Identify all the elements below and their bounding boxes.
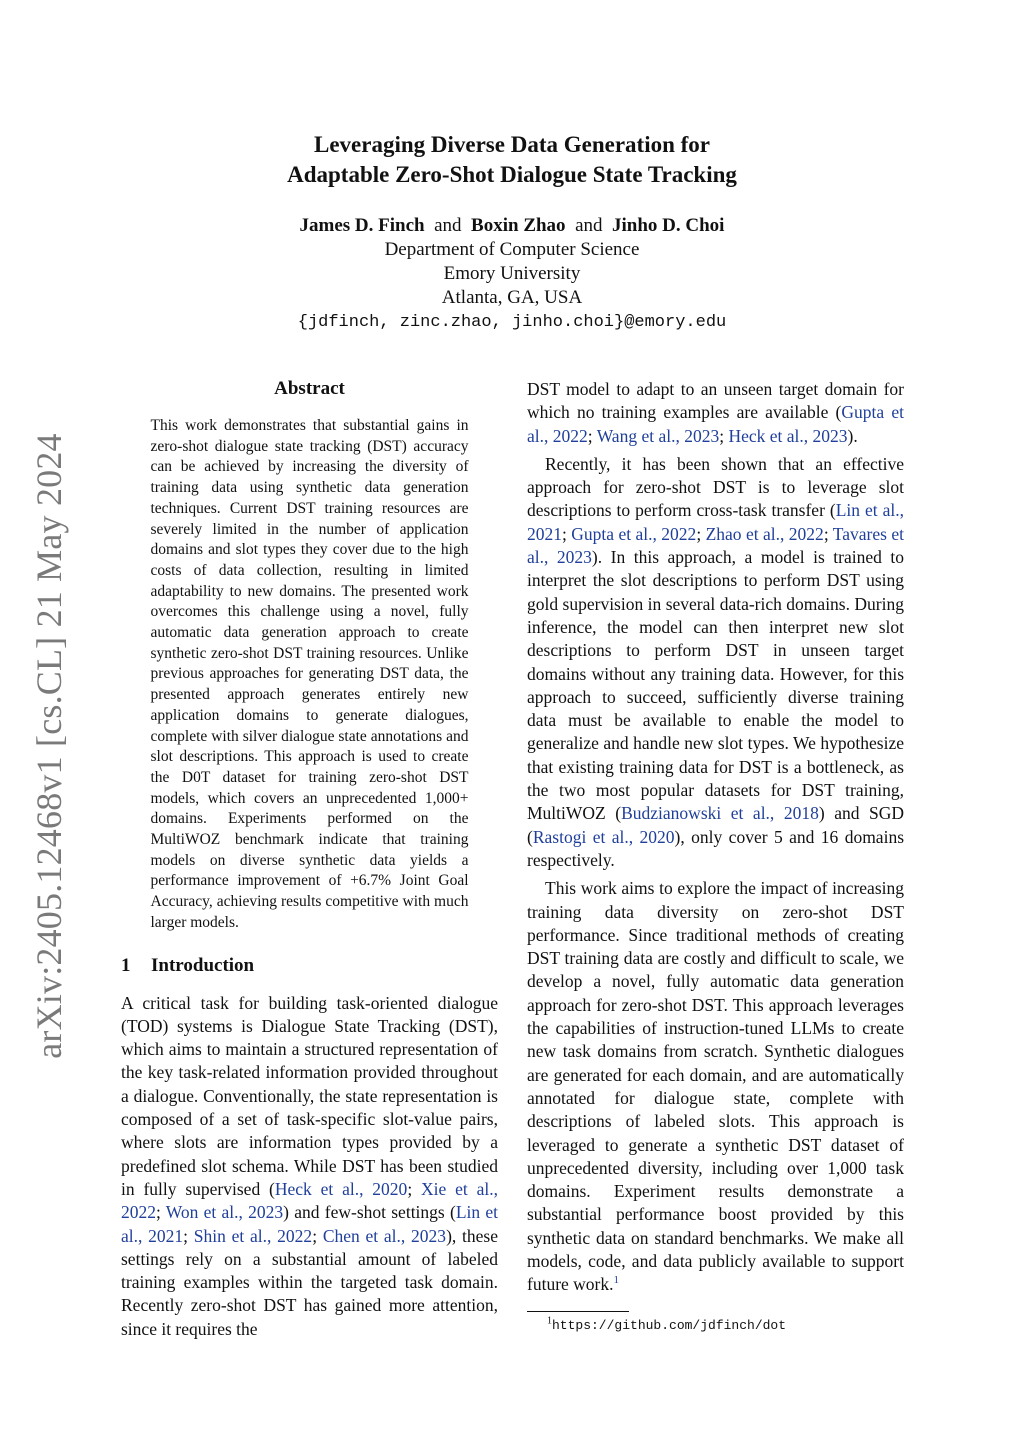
- footnote-divider: [527, 1311, 629, 1312]
- footnote-marker[interactable]: 1: [613, 1274, 620, 1287]
- right-column: [527, 378, 904, 1335]
- citation-link[interactable]: Shin et al., 2022: [193, 1225, 313, 1246]
- text-run: ). In this approach, a model is trained to interpret the slot descriptions to perform DST using gold supervision in several data-rich domains. During inference, the model can then interpret new slot descriptions to perform DST in unseen target domains without any training data. However, for this approach to succeed, sufficiently diverse training data must be available to enable the model to generalize and handle new slot types. We hypothesize that existing training data for DST is a bottleneck, as the two most popular datasets for DST training, MultiWOZ (: [527, 547, 904, 824]
- affiliation-department: Department of Computer Science: [384, 239, 640, 260]
- citation-link[interactable]: Lin et al., 2021: [527, 500, 904, 544]
- author-2: Boxin Zhao: [471, 215, 566, 236]
- text-run: Recently, it has been shown that an effective approach for zero-shot DST is to leverage slot descriptions to perform cross-task transfer (: [527, 453, 904, 521]
- text-run: DST model to adapt to an unseen target domain for which no training examples are available (: [527, 379, 904, 423]
- paper-title: [0, 130, 1024, 190]
- citation-link[interactable]: Chen et al., 2023: [322, 1225, 447, 1246]
- author-list: [0, 214, 1024, 238]
- section-number: 1: [121, 954, 131, 976]
- text-run: ) and SGD (: [527, 803, 905, 847]
- affiliation-city: Atlanta, GA, USA: [441, 287, 583, 308]
- author-1: James D. Finch: [299, 215, 425, 236]
- citation-link[interactable]: Lin et al., 2021: [121, 1202, 498, 1246]
- citation-link[interactable]: Heck et al., 2020: [274, 1178, 408, 1199]
- citation-link[interactable]: Gupta et al., 2022: [571, 523, 697, 544]
- abstract-heading: Abstract: [274, 378, 345, 399]
- title-line-2: Adaptable Zero-Shot Dialogue State Tracking: [287, 162, 737, 187]
- citation-link[interactable]: Won et al., 2023: [165, 1202, 284, 1223]
- text-run: This work aims to explore the impact of increasing training data diversity on zero-shot DST performance. Since traditional methods of creating DST training data are costly and difficult to scale, we develop a novel, fully automatic data generation approach for zero-shot DST. This approach leverages the capabilities of instruction-tuned LLMs to create new task domains from scratch. Synthetic dialogues are generated for each domain, and are automatically annotated for dialogue state, complete with descriptions of labeled slots. This approach is leveraged to generate a synthetic DST dataset of unprecedented diversity, including over 1,000 task domains. Experiment results demonstrate a substantial performance boost provided by this synthetic data on standard benchmarks. We make all models, code, and data publicly available to support future work.: [527, 878, 904, 1295]
- citation-link[interactable]: Wang et al., 2023: [596, 425, 720, 446]
- text-run: A critical task for building task-oriented dialogue (TOD) systems is Dialogue State Tracking (DST), which aims to maintain a structured representation of the key task-related information provided throughout a dialogue. Conventionally, the state representation is composed of a set of task-specific slot-value pairs, where slots are information types provided by a predefined slot schema. While DST has been studied in fully supervised (: [121, 992, 498, 1199]
- intro-paragraph-2: Recently, it has been shown that an effective approach for zero-shot DST is to leverage slot descriptions to perform cross-task transfer (Lin et al., 2021; Gupta et al., 2022; Zhao et al., 2022; Tavares et al., 2023). In this approach, a model is trained to interpret the slot descriptions to perform DST using gold supervision in several data-rich domains. During inference, the model can then interpret new slot descriptions to perform DST in unseen target domains without any training data. However, for this approach to succeed, sufficiently diverse training data must be available to enable the model to generalize and handle new slot types. We hypothesize that existing training data for DST is a bottleneck, as the two most popular datasets for DST training, MultiWOZ (Budzianowski et al., 2018) and SGD (Rastogi et al., 2020), only cover 5 and 16 domains respectively.: [527, 453, 905, 870]
- arxiv-identifier: [29, 433, 69, 1059]
- text-run: ), these settings rely on a substantial amount of labeled training examples within the targeted task domain. Recently zero-shot DST has gained more attention, since it requires the: [121, 1225, 498, 1339]
- intro-paragraph-1-continued: DST model to adapt to an unseen target domain for which no training examples are available (Gupta et al., 2022; Wang et al., 2023; Heck et al., 2023).: [527, 379, 904, 446]
- abstract-text: This work demonstrates that substantial gains in zero-shot dialogue state tracking (DST) accuracy can be achieved by increasing the diversity of training data using synthetic data generation techniques. Current DST training resources are severely limited in the number of application domains and slot types they cover due to the high costs of data collection, resulting in limited adaptability to new domains. The presented work overcomes this challenge using a novel, fully automatic data generation approach to create synthetic zero-shot DST training resources. Unlike previous approaches for generating DST data, the presented approach generates entirely new application domains to generate dialogues, complete with silver dialogue state annotations and slot descriptions. This approach is used to create the D0T dataset for training zero-shot DST models, which covers an unprecedented 1,000+ domains. Experiments performed on the MultiWOZ benchmark indicate that training models on diverse synthetic data yields a performance improvement of +6.7% Joint Goal Accuracy, achieving results competitive with much larger models.: [150, 417, 469, 931]
- citation-link[interactable]: Budzianowski et al., 2018: [621, 803, 819, 824]
- footnote-number: 1: [547, 1315, 552, 1327]
- author-emails: {jdfinch, zinc.zhao, jinho.choi}@emory.edu: [297, 313, 727, 332]
- title-line-1: Leveraging Diverse Data Generation for: [313, 132, 710, 157]
- author-3: Jinho D. Choi: [612, 215, 725, 236]
- text-run: ).: [847, 425, 858, 446]
- text-run: ), only cover 5 and 16 domains respectively.: [527, 826, 905, 870]
- section-heading-introduction: [121, 954, 498, 978]
- author-separator: and: [434, 215, 462, 236]
- paper-header: [0, 130, 1024, 336]
- citation-link[interactable]: Xie et al., 2022: [121, 1178, 498, 1223]
- footnote: [527, 1316, 904, 1335]
- citation-link[interactable]: Rastogi et al., 2020: [532, 826, 675, 847]
- intro-paragraph-1: A critical task for building task-oriented dialogue (TOD) systems is Dialogue State Tracking (DST), which aims to maintain a structured representation of the key task-related information provided throughout a dialogue. Conventionally, the state representation is composed of a set of task-specific slot-value pairs, where slots are information types provided by a predefined slot schema. While DST has been studied in fully supervised (Heck et al., 2020; Xie et al., 2022; Won et al., 2023) and few-shot settings (Lin et al., 2021; Shin et al., 2022; Chen et al., 2023), these settings rely on a substantial amount of labeled training examples within the targeted task domain. Recently zero-shot DST has gained more attention, since it requires the: [121, 992, 498, 1339]
- citation-link[interactable]: Tavares et al., 2023: [527, 523, 904, 568]
- affiliation-university: Emory University: [443, 263, 581, 284]
- citation-link[interactable]: Zhao et al., 2022: [705, 523, 824, 544]
- section-title: Introduction: [151, 954, 255, 976]
- arxiv-identifier-text: arXiv:2405.12468v1 [cs.CL] 21 May 2024: [29, 433, 69, 1059]
- text-run: ) and few-shot settings (: [283, 1202, 456, 1223]
- citation-link[interactable]: Heck et al., 2023: [728, 425, 848, 446]
- intro-paragraph-3: [527, 877, 904, 1296]
- citation-link[interactable]: Gupta et al., 2022: [527, 402, 904, 446]
- footnote-url-link[interactable]: https://github.com/jdfinch/dot: [552, 1317, 787, 1333]
- author-separator: and: [575, 215, 603, 236]
- left-column: [121, 376, 498, 1341]
